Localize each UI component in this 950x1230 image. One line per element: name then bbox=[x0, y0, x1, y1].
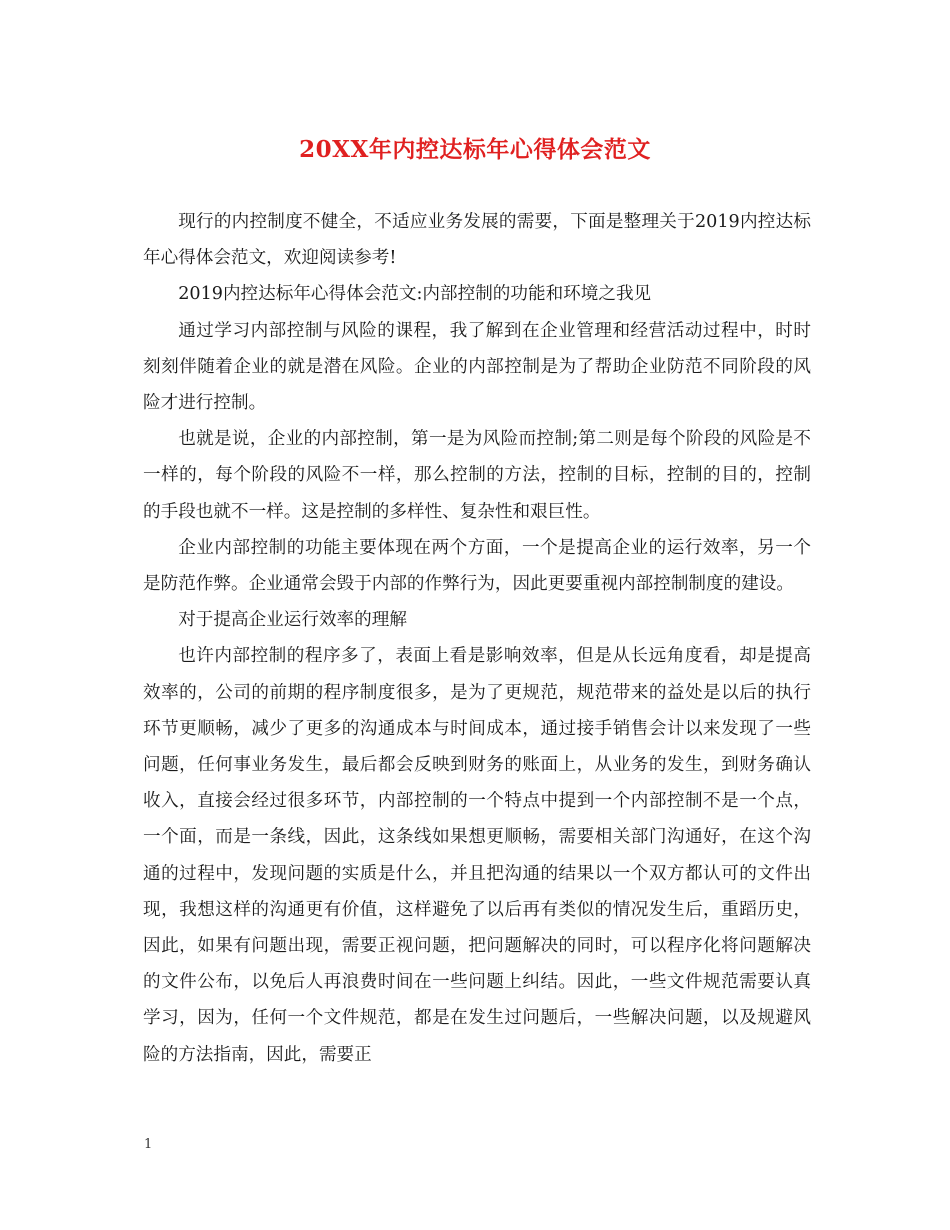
page-number: 1 bbox=[144, 1137, 153, 1152]
document-body bbox=[143, 204, 811, 1073]
document-title: 20XX年内控达标年心得体会范文 bbox=[299, 136, 651, 163]
paragraph-efficiency-heading: 对于提高企业运行效率的理解 bbox=[178, 610, 407, 631]
paragraph-control-diversity: 也就是说，企业的内部控制，第一是为风险而控制;第二则是每个阶段的风险是不一样的，每个阶段的风险不一样，那么控制的方法，控制的目标，控制的目的，控制的手段也就不一样。这是控制的多样性、复杂性和艰巨性。 bbox=[143, 429, 811, 522]
paragraph-learning: 通过学习内部控制与风险的课程，我了解到在企业管理和经营活动过程中，时时刻刻伴随着企业的就是潜在风险。企业的内部控制是为了帮助企业防范不同阶段的风险才进行控制。 bbox=[143, 320, 811, 414]
paragraph-control-functions: 企业内部控制的功能主要体现在两个方面，一个是提高企业的运行效率，另一个是防范作弊。企业通常会毁于内部的作弊行为，因此更要重视内部控制制度的建设。 bbox=[143, 537, 811, 595]
paragraph-intro: 现行的内控制度不健全，不适应业务发展的需要，下面是整理关于2019内控达标年心得体会范文，欢迎阅读参考! bbox=[143, 212, 811, 269]
paragraph-efficiency-body: 也许内部控制的程序多了，表面上看是影响效率，但是从长远角度看，却是提高效率的，公司的前期的程序制度很多，是为了更规范，规范带来的益处是以后的执行环节更顺畅，减少了更多的沟通成本与时间成本，通过接手销售会计以来发现了一些问题，任何事业务发生，最后都会反映到财务的账面上，从业务的发生，到财务确认收入，直接会经过很多环节，内部控制的一个特点中提到一个内部控制不是一个点，一个面，而是一条线，因此，这条线如果想更顺畅，需要相关部门沟通好，在这个沟通的过程中，发现问题的实质是什么，并且把沟通的结果以一个双方都认可的文件出现，我想这样的沟通更有价值，这样避免了以后再有类似的情况发生后，重蹈历史，因此，如果有问题出现，需要正视问题，把问题解决的同时，可以程序化将问题解决的文件公布，以免后人再浪费时间在一些问题上纠结。因此，一些文件规范需要认真学习，因为，任何一个文件规范，都是在发生过问题后，一些解决问题，以及规避风险的方法指南，因此，需要正 bbox=[143, 646, 811, 1065]
paragraph-subtitle: 2019内控达标年心得体会范文:内部控制的功能和环境之我见 bbox=[178, 284, 652, 305]
